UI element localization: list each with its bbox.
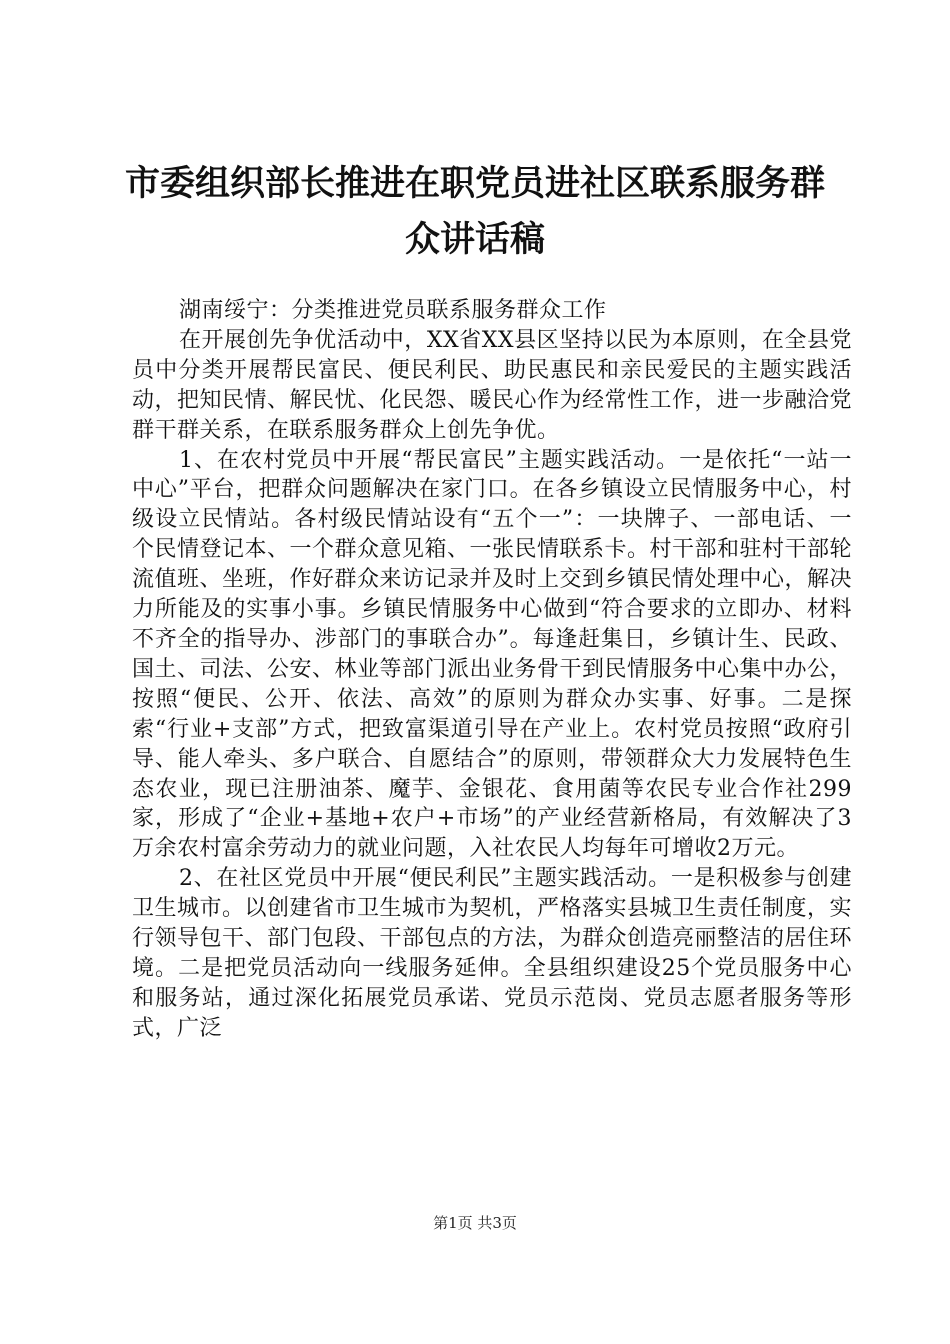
document-body xyxy=(132,296,852,1044)
section-1-paragraph: 1、在农村党员中开展“帮民富民”主题实践活动。一是依托“一站一中心”平台，把群众问题解决在家门口。在各乡镇设立民情服务中心，村级设立民情站。各村级民情站设有“五个一”：一块牌子、一部电话、一个民情登记本、一个群众意见箱、一张民情联系卡。村干部和驻村干部轮流值班、坐班，作好群众来访记录并及时上交到乡镇民情处理中心，解决力所能及的实事小事。乡镇民情服务中心做到“符合要求的立即办、材料不齐全的指导办、涉部门的事联合办”。每逢赶集日，乡镇计生、民政、国土、司法、公安、林业等部门派出业务骨干到民情服务中心集中办公，按照“便民、公开、依法、高效”的原则为群众办实事、好事。二是探索“行业+支部”方式，把致富渠道引导在产业上。农村党员按照“政府引导、能人牵头、多户联合、自愿结合”的原则，带领群众大力发展特色生态农业，现已注册油茶、魔芋、金银花、食用菌等农民专业合作社299家，形成了“企业+基地+农户+市场”的产业经营新格局，有效解决了3万余农村富余劳动力的就业问题，入社农民人均每年可增收2万元。 xyxy=(132,447,853,862)
subtitle-paragraph: 湖南绥宁：分类推进党员联系服务群众工作 xyxy=(179,298,607,323)
document-title-line-1: 市委组织部长推进在职党员进社区联系服务群 xyxy=(124,164,825,204)
intro-paragraph: 在开展创先争优活动中，XX省XX县区坚持以民为本原则，在全县党员中分类开展帮民富民、便民利民、助民惠民和亲民爱民的主题实践活动，把知民情、解民忧、化民怨、暖民心作为经常性工作，进一步融洽党群干群关系，在联系服务群众上创先争优。 xyxy=(132,327,853,443)
section-2-paragraph: 2、在社区党员中开展“便民利民”主题实践活动。一是积极参与创建卫生城市。以创建省市卫生城市为契机，严格落实县城卫生责任制度，实行领导包干、部门包段、干部包点的方法，为群众创造亮丽整洁的居住环境。二是把党员活动向一线服务延伸。全县组织建设25个党员服务中心和服务站，通过深化拓展党员承诺、党员示范岗、党员志愿者服务等形式，广泛 xyxy=(132,866,853,1041)
page-number-footer: 第1页 共3页 xyxy=(433,1214,517,1232)
document-title-line-2: 众讲话稿 xyxy=(404,220,545,260)
